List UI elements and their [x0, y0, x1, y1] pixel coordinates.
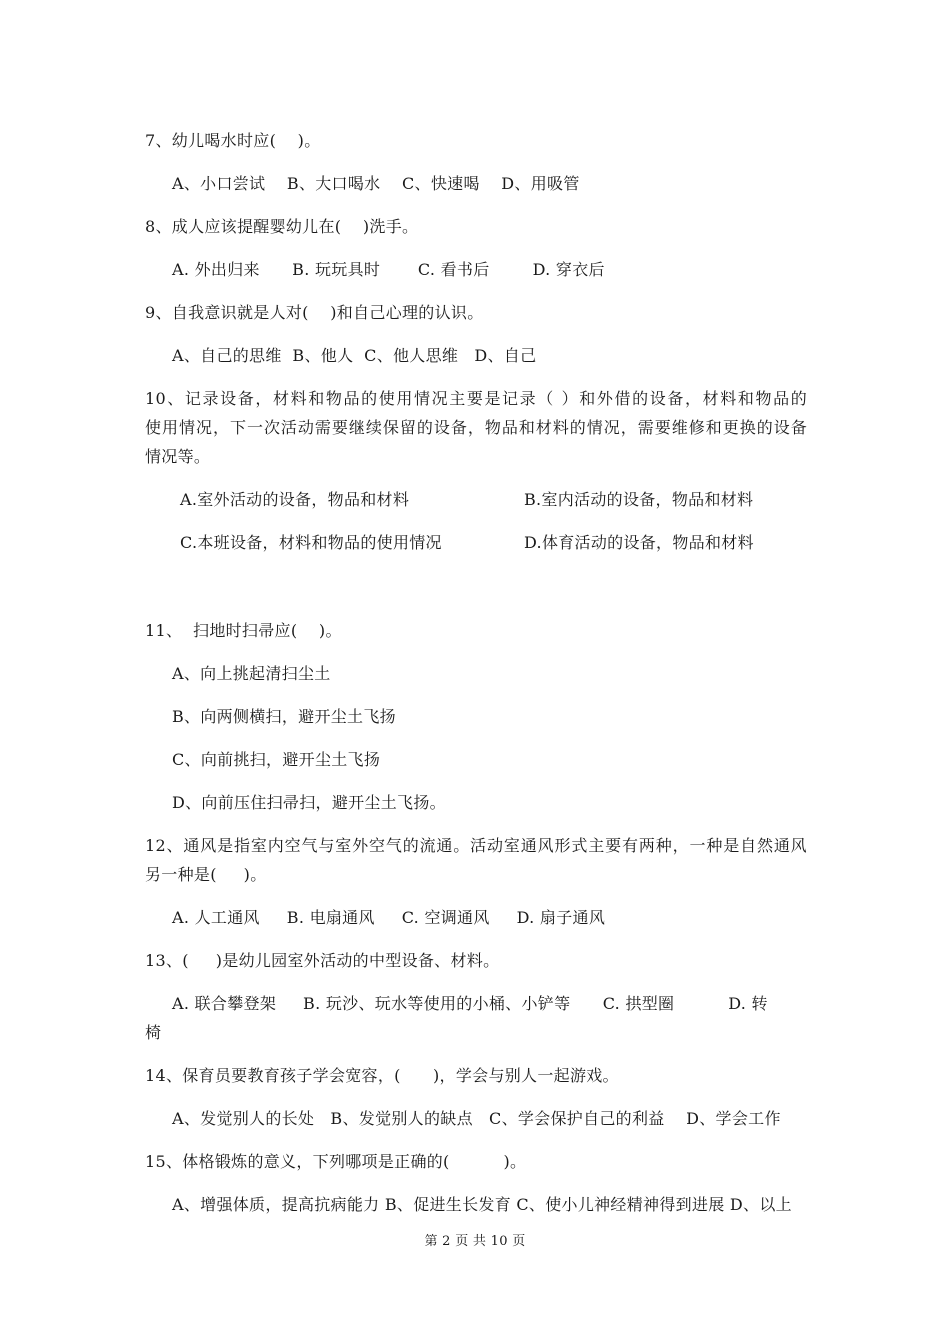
question-10-option-a: A.室外活动的设备，物品和材料	[180, 490, 410, 509]
question-13-stem: 13、( )是幼儿园室外活动的中型设备、材料。	[145, 951, 500, 970]
question-15-options: A、增强体质，提高抗病能力 B、促进生长发育 C、使小儿神经精神得到进展 D、以上	[172, 1195, 792, 1214]
question-13-options-line-2: 椅	[145, 1023, 162, 1042]
question-10-option-d: D.体育活动的设备，物品和材料	[524, 533, 754, 552]
question-14-stem: 14、保育员要教育孩子学会宽容，( )，学会与别人一起游戏。	[145, 1066, 619, 1085]
question-8-stem: 8、成人应该提醒婴幼儿在( )洗手。	[145, 217, 419, 236]
question-10-stem-line-3: 情况等。	[145, 447, 211, 466]
question-11-option-b: B、向两侧横扫，避开尘土飞扬	[172, 707, 396, 726]
question-12-stem-line-2: 另一种是( )。	[145, 865, 267, 884]
question-9-options: A、自己的思维 B、他人 C、他人思维 D、自己	[172, 346, 537, 365]
question-9-stem: 9、自我意识就是人对( )和自己心理的认识。	[145, 303, 484, 322]
question-10-stem-line-1: 10、记录设备，材料和物品的使用情况主要是记录（ ）和外借的设备，材料和物品的	[145, 389, 807, 408]
question-11-stem: 11、 扫地时扫帚应( )。	[145, 621, 342, 640]
question-12-stem-line-1: 12、通风是指室内空气与室外空气的流通。活动室通风形式主要有两种，一种是自然通风	[145, 836, 807, 855]
question-10-option-b: B.室内活动的设备，物品和材料	[524, 490, 754, 509]
question-14-options: A、发觉别人的长处 B、发觉别人的缺点 C、学会保护自己的利益 D、学会工作	[172, 1109, 781, 1128]
question-12-options: A. 人工通风 B. 电扇通风 C. 空调通风 D. 扇子通风	[172, 908, 606, 927]
question-8-options: A. 外出归来 B. 玩玩具时 C. 看书后 D. 穿衣后	[172, 260, 605, 279]
question-7-stem: 7、幼儿喝水时应( )。	[145, 131, 321, 150]
question-10-stem-line-2: 使用情况，下一次活动需要继续保留的设备，物品和材料的情况，需要维修和更换的设备	[145, 418, 807, 437]
question-10-option-c: C.本班设备，材料和物品的使用情况	[180, 533, 442, 552]
question-11-option-a: A、向上挑起清扫尘土	[172, 664, 331, 683]
question-7-options: A、小口尝试 B、大口喝水 C、快速喝 D、用吸管	[172, 174, 580, 193]
page-number-footer: 第 2 页 共 10 页	[424, 1234, 526, 1249]
question-11-option-d: D、向前压住扫帚扫，避开尘土飞扬。	[172, 793, 446, 812]
question-15-stem: 15、体格锻炼的意义，下列哪项是正确的( )。	[145, 1152, 527, 1171]
question-13-options-line-1: A. 联合攀登架 B. 玩沙、玩水等使用的小桶、小铲等 C. 拱型圈 D. 转	[172, 994, 768, 1013]
question-11-option-c: C、向前挑扫，避开尘土飞扬	[172, 750, 381, 769]
